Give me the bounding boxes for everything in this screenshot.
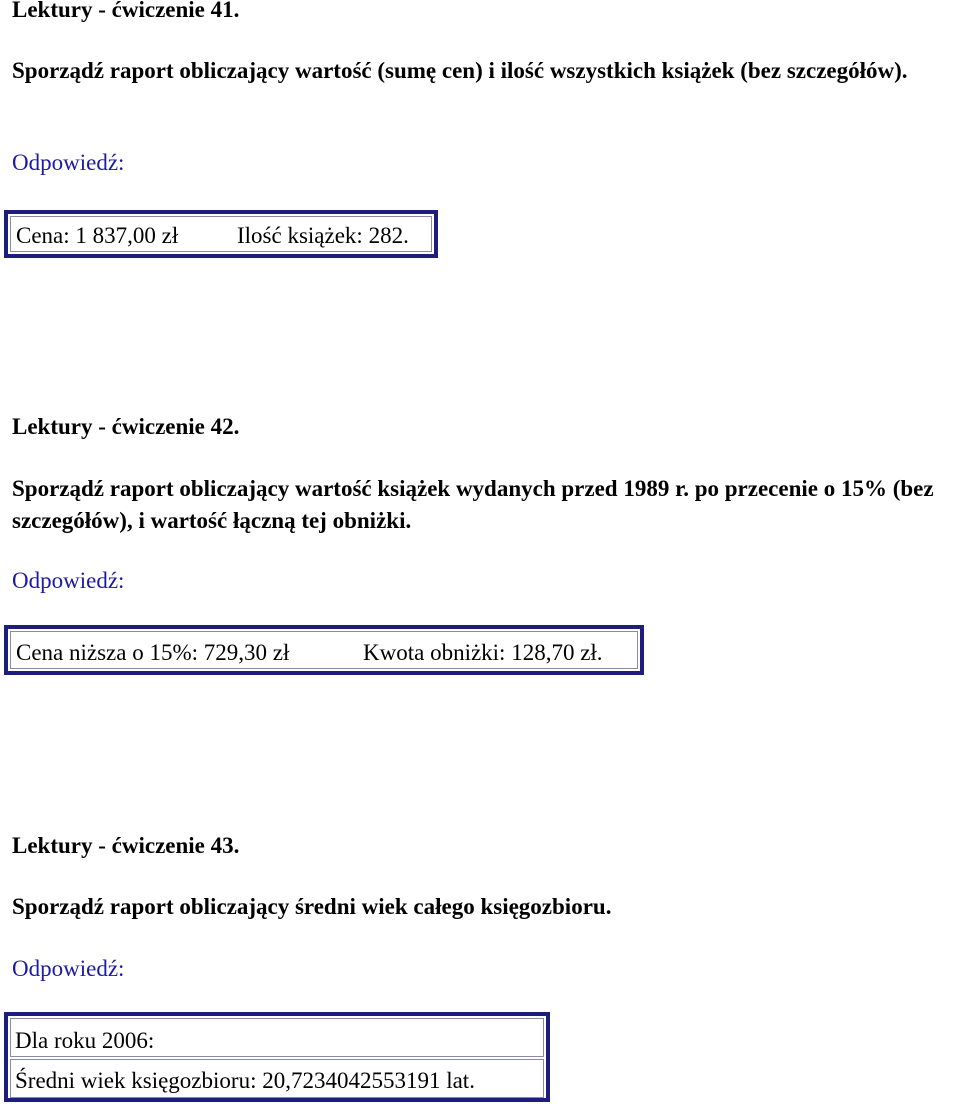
exercise-41-price: Cena: 1 837,00 zł (16, 223, 179, 248)
exercise-43-answer-label: Odpowiedź: (12, 956, 125, 981)
exercise-43-average-age: Średni wiek księgozbioru: 20,7234042553191 lat. (15, 1068, 475, 1093)
exercise-42-report-frame (10, 631, 638, 669)
exercise-42-title: Lektury - ćwiczenie 42. (12, 414, 240, 439)
exercise-42-discounted-price: Cena niższa o 15%: 729,30 zł (16, 640, 290, 665)
exercise-41-task: Sporządź raport obliczający wartość (sumę cen) i ilość wszystkich książek (bez szczegółów). (12, 58, 908, 83)
exercise-41-report (4, 210, 438, 258)
exercise-43-report-row-1 (10, 1018, 544, 1057)
exercise-42-discount-amount: Kwota obniżki: 128,70 zł. (363, 640, 603, 665)
exercise-43-report-row-2 (10, 1059, 544, 1098)
exercise-43-task: Sporządź raport obliczający średni wiek całego księgozbioru. (12, 894, 612, 919)
exercise-41-report-frame (10, 216, 432, 252)
exercise-43-report (4, 1012, 550, 1102)
exercise-43-title: Lektury - ćwiczenie 43. (12, 833, 240, 858)
exercise-42-answer-label: Odpowiedź: (12, 568, 125, 593)
exercise-43-year: Dla roku 2006: (15, 1028, 155, 1053)
exercise-41-answer-label: Odpowiedź: (12, 150, 125, 175)
exercise-42-report (4, 625, 644, 675)
exercise-41-title: Lektury - ćwiczenie 41. (12, 0, 240, 22)
exercise-41-count: Ilość książek: 282. (237, 223, 409, 248)
exercise-42-task: Sporządź raport obliczający wartość książek wydanych przed 1989 r. po przecenie o 15% (bez szczegółów), i wartość łączną tej obniżki. (12, 476, 934, 533)
